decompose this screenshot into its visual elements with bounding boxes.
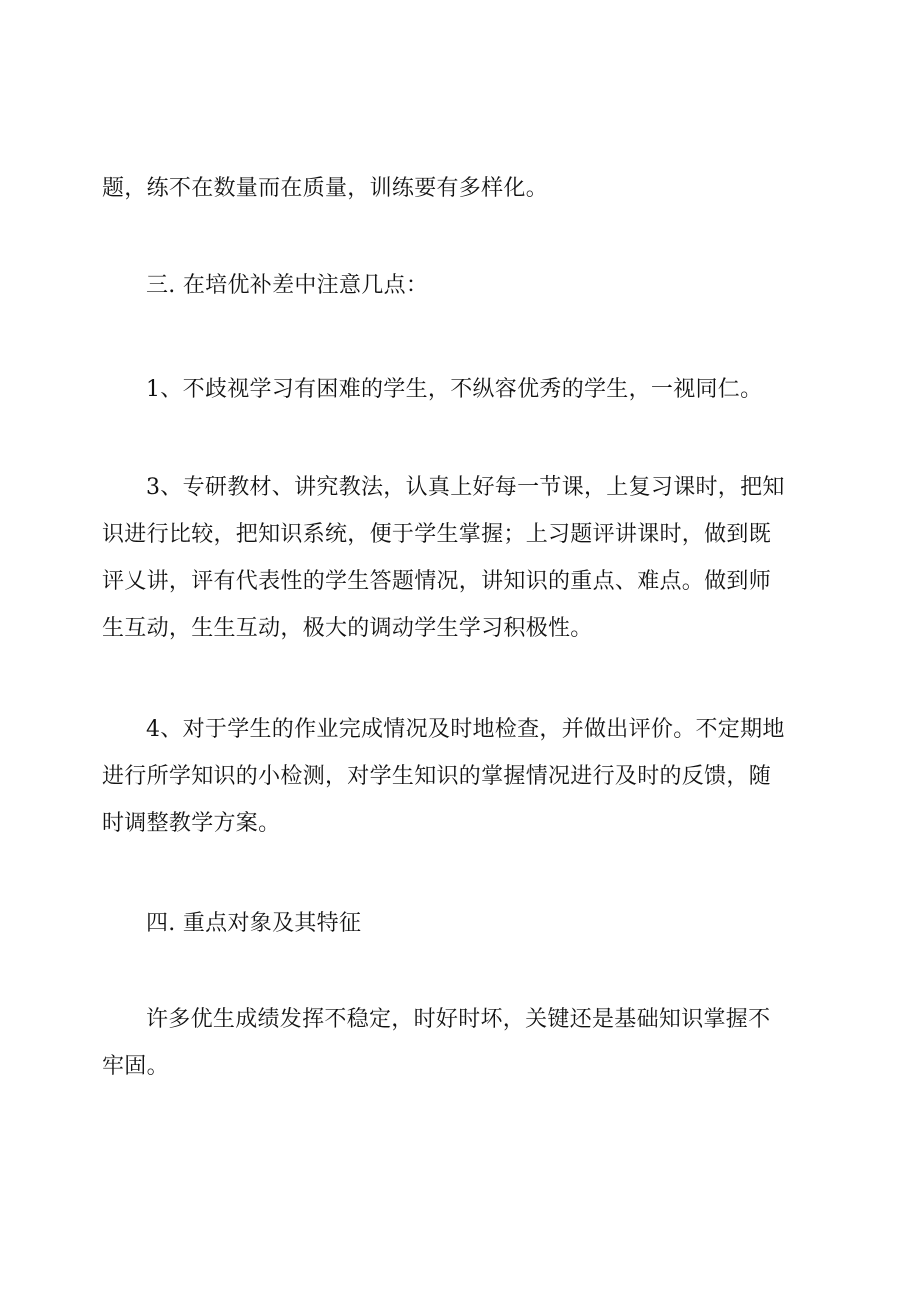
- section-heading-4: [102, 900, 802, 947]
- text-line: 三. 在培优补差中注意几点：: [146, 273, 429, 298]
- text-line: 许多优生成绩发挥不稳定，时好时坏，关键还是基础知识掌握不: [146, 1007, 771, 1032]
- paragraph-item-4: [102, 706, 802, 847]
- paragraph-item-3: [102, 464, 802, 652]
- text-line: 生互动，生生互动，极大的调动学生学习积极性。: [102, 616, 593, 641]
- section-heading-3: [102, 262, 802, 309]
- text-line: 3、专研教材、讲究教法，认真上好每一节课，上复习课时，把知: [146, 475, 785, 500]
- paragraph-continuation: [102, 165, 802, 212]
- text-line: 进行所学知识的小检测，对学生知识的掌握情况进行及时的反馈，随: [102, 764, 772, 789]
- text-line: 题，练不在数量而在质量，训练要有多样化。: [102, 176, 549, 201]
- text-line: 4、对于学生的作业完成情况及时地检查，并做出评价。不定期地: [146, 717, 785, 742]
- text-line: 1、不歧视学习有困难的学生，不纵容优秀的学生，一视同仁。: [146, 377, 763, 402]
- text-line: 评乂讲，评有代表性的学生答题情况，讲知识的重点、难点。做到师: [102, 569, 772, 594]
- text-line: 牢固。: [102, 1054, 169, 1079]
- text-line: 时调整教学方案。: [102, 811, 281, 836]
- paragraph-item-1: [102, 366, 802, 413]
- text-line: 四. 重点对象及其特征: [146, 911, 362, 936]
- text-line: 识进行比较，把知识系统，便于学生掌握；上习题评讲课时，做到既: [102, 522, 772, 547]
- paragraph-key-targets: [102, 996, 802, 1090]
